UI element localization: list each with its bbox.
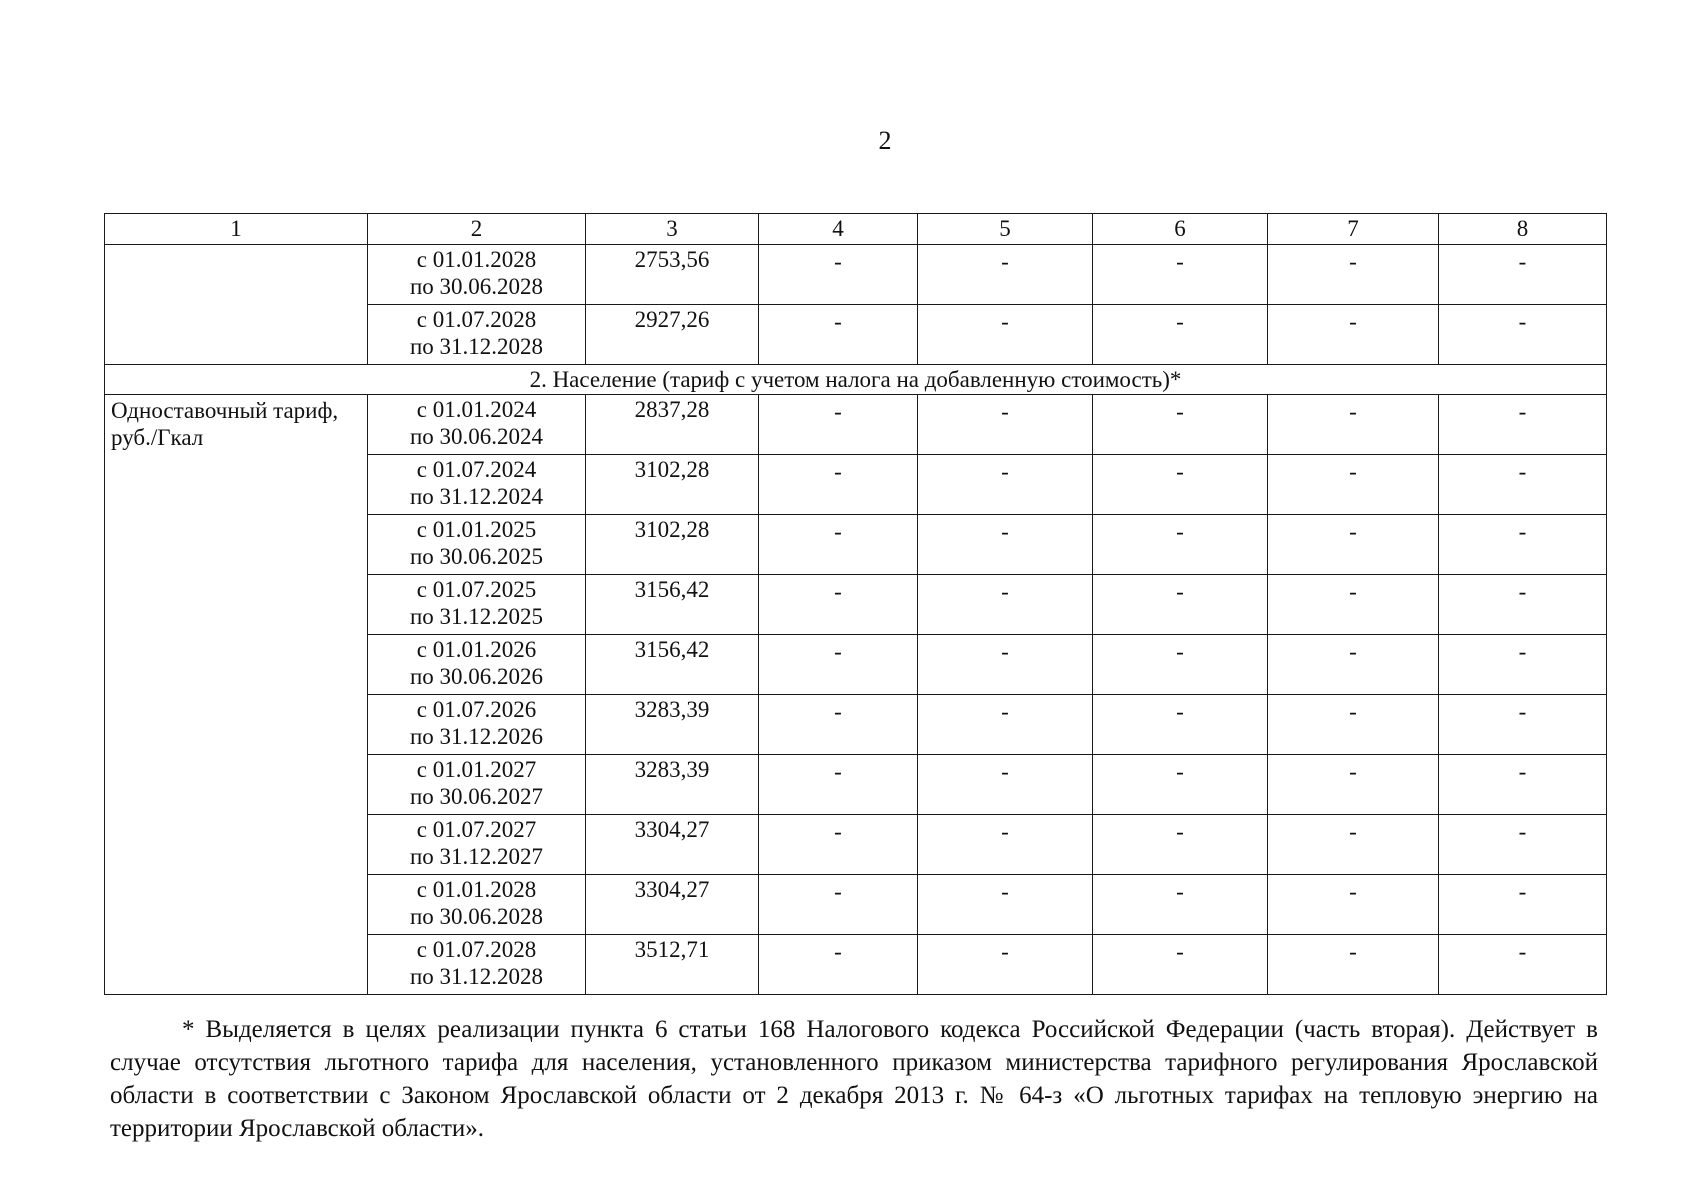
period-from: с 01.01.2025 [416,517,537,542]
empty-value: - [1093,815,1268,875]
tariff-name-cell [105,245,368,365]
empty-value: - [1268,695,1439,755]
empty-value: - [759,515,918,575]
empty-value: - [918,695,1093,755]
empty-value: - [759,395,918,455]
empty-value: - [1439,515,1607,575]
period-cell [368,245,586,305]
period-from: с 01.01.2024 [416,397,537,422]
period-to: по 30.06.2024 [409,424,544,449]
tariff-value: 3512,71 [586,935,759,995]
column-number: 6 [1093,214,1268,245]
period-cell [368,935,586,995]
empty-value: - [759,695,918,755]
tariff-table [104,213,1607,995]
period-from: с 01.07.2028 [416,937,537,962]
empty-value: - [1268,815,1439,875]
period-to: по 31.12.2024 [409,484,544,509]
empty-value: - [918,755,1093,815]
empty-value: - [918,875,1093,935]
period-to: по 31.12.2027 [409,844,544,869]
empty-value: - [1093,395,1268,455]
empty-value: - [918,305,1093,365]
empty-value: - [918,635,1093,695]
period-from: с 01.01.2028 [416,877,537,902]
empty-value: - [1439,575,1607,635]
empty-value: - [1093,245,1268,305]
empty-value: - [1439,305,1607,365]
period-to: по 31.12.2025 [409,604,544,629]
empty-value: - [1093,575,1268,635]
period-from: с 01.07.2025 [416,577,537,602]
tariff-value: 3156,42 [586,635,759,695]
empty-value: - [918,395,1093,455]
period-cell [368,695,586,755]
tariff-value: 3102,28 [586,515,759,575]
empty-value: - [918,455,1093,515]
column-number: 4 [759,214,918,245]
tariff-value: 3304,27 [586,815,759,875]
empty-value: - [1093,305,1268,365]
empty-value: - [759,455,918,515]
empty-value: - [1439,635,1607,695]
period-cell [368,515,586,575]
column-number: 2 [368,214,586,245]
empty-value: - [1439,395,1607,455]
period-cell [368,575,586,635]
period-cell [368,875,586,935]
empty-value: - [759,635,918,695]
empty-value: - [1093,875,1268,935]
empty-value: - [918,815,1093,875]
empty-value: - [1268,245,1439,305]
empty-value: - [1268,395,1439,455]
empty-value: - [1439,875,1607,935]
empty-value: - [1439,695,1607,755]
period-from: с 01.01.2027 [416,757,537,782]
period-to: по 30.06.2028 [409,904,544,929]
tariff-value: 3102,28 [586,455,759,515]
footnote: * Выделяется в целях реализации пункта 6 статьи 168 Налогового кодекса Российской Федерации (часть вторая). Действует в случае отсутствия льготного тарифа для населения, установленного приказом министерства тарифного регулирования Ярославской области в соответствии с Законом Ярославской области от 2 декабря 2013 г. № 64-з «О льготных тарифах на тепловую энергию на территории Ярославской области». [110,1016,1598,1142]
period-cell [368,305,586,365]
tariff-value: 2837,28 [586,395,759,455]
empty-value: - [918,515,1093,575]
empty-value: - [1439,755,1607,815]
empty-value: - [918,935,1093,995]
tariff-value: 2753,56 [586,245,759,305]
empty-value: - [1093,935,1268,995]
period-to: по 30.06.2028 [409,274,544,299]
period-to: по 30.06.2026 [409,664,544,689]
column-number-row [105,214,1607,245]
page-number: 2 [878,126,892,155]
empty-value: - [1093,515,1268,575]
section-header-row [105,365,1607,395]
column-number: 7 [1268,214,1439,245]
empty-value: - [1093,755,1268,815]
tariff-value: 3304,27 [586,875,759,935]
period-to: по 31.12.2026 [409,724,544,749]
empty-value: - [1268,875,1439,935]
empty-value: - [1268,635,1439,695]
tariff-name-cell: Одноставочный тариф, руб./Гкал [105,395,368,995]
period-from: с 01.01.2026 [416,637,537,662]
empty-value: - [1093,635,1268,695]
empty-value: - [1268,935,1439,995]
period-from: с 01.07.2024 [416,457,537,482]
empty-value: - [1439,245,1607,305]
period-from: с 01.01.2028 [416,247,537,272]
column-number: 1 [105,214,368,245]
tariff-value: 3283,39 [586,695,759,755]
period-to: по 31.12.2028 [409,334,544,359]
empty-value: - [1268,455,1439,515]
empty-value: - [1093,455,1268,515]
empty-value: - [1268,755,1439,815]
empty-value: - [759,575,918,635]
period-from: с 01.07.2027 [416,817,537,842]
column-number: 8 [1439,214,1607,245]
empty-value: - [759,935,918,995]
table-row [105,395,1607,455]
table-row [105,245,1607,305]
empty-value: - [759,245,918,305]
empty-value: - [1268,515,1439,575]
period-to: по 30.06.2027 [409,784,544,809]
empty-value: - [1093,695,1268,755]
section-title: 2. Население (тариф с учетом налога на добавленную стоимость)* [105,365,1607,395]
period-cell [368,455,586,515]
period-from: с 01.07.2026 [416,697,537,722]
empty-value: - [759,875,918,935]
period-cell [368,635,586,695]
period-to: по 30.06.2025 [409,544,544,569]
period-cell [368,395,586,455]
empty-value: - [1439,815,1607,875]
empty-value: - [1268,305,1439,365]
empty-value: - [759,815,918,875]
period-cell [368,755,586,815]
tariff-value: 2927,26 [586,305,759,365]
tariff-value: 3283,39 [586,755,759,815]
period-cell [368,815,586,875]
column-number: 3 [586,214,759,245]
tariff-value: 3156,42 [586,575,759,635]
empty-value: - [1268,575,1439,635]
empty-value: - [1439,455,1607,515]
empty-value: - [759,305,918,365]
empty-value: - [918,575,1093,635]
empty-value: - [1439,935,1607,995]
period-to: по 31.12.2028 [409,964,544,989]
period-from: с 01.07.2028 [416,307,537,332]
empty-value: - [759,755,918,815]
column-number: 5 [918,214,1093,245]
empty-value: - [918,245,1093,305]
